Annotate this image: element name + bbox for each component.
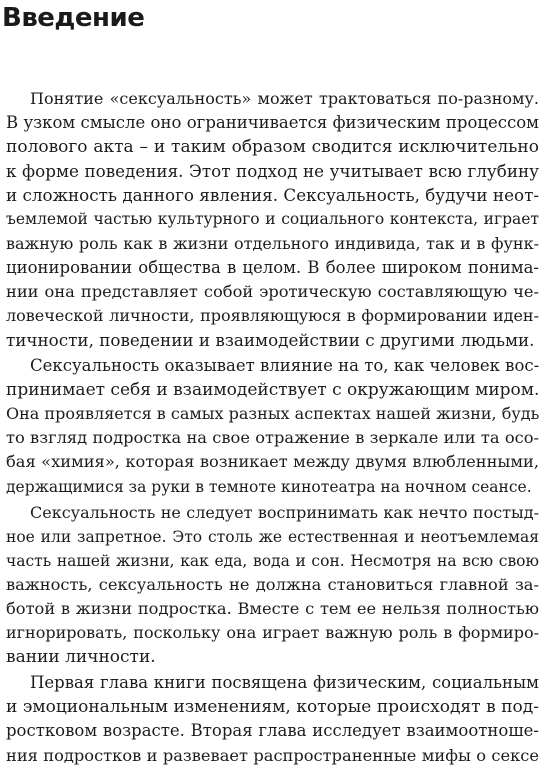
text-line: держащимися за руки в темноте кинотеатра на ночном сеансе. bbox=[6, 477, 532, 496]
text-line: Понятие «сексуальность» может трактоваться по-разному. bbox=[30, 89, 539, 108]
paragraph-2 bbox=[6, 354, 539, 499]
text-line: важность, сексуальность не должна становиться главной за- bbox=[6, 574, 539, 594]
text-line: полового акта – и таким образом сводится исключительно bbox=[6, 137, 539, 158]
chapter-body bbox=[6, 87, 539, 768]
text-line: ное или запретное. Это столь же естественная и неотъемлемая bbox=[6, 527, 539, 546]
text-line: ционировании общества в целом. В более широком понима- bbox=[6, 257, 539, 277]
paragraph-3 bbox=[6, 501, 539, 670]
text-line: бая «химия», которая возникает между двумя влюбленными, bbox=[6, 452, 539, 472]
text-line: Сексуальность не следует воспринимать как нечто постыд- bbox=[30, 502, 539, 522]
text-line: и эмоциональным изменениям, которые происходят в под- bbox=[6, 697, 539, 718]
text-line: важную роль как в жизни отдельного индивида, так и в функ- bbox=[6, 233, 539, 253]
text-line: ловеческой личности, проявляющуюся в формировании иден- bbox=[6, 305, 539, 325]
text-line: то взгляд подростка на свое отражение в зеркале или та осо- bbox=[6, 428, 539, 448]
text-line: нии она представляет собой эротическую составляющую че- bbox=[6, 281, 539, 301]
text-line: тичности, поведении и взаимодействии с другими людьми. bbox=[6, 329, 535, 350]
paragraph-1 bbox=[6, 87, 539, 352]
text-line: игнорировать, поскольку она играет важную роль в формиро- bbox=[6, 623, 539, 643]
text-line: принимает себя и взаимодействует с окружающим миром. bbox=[6, 380, 540, 401]
text-line: вании личности. bbox=[6, 647, 156, 668]
text-line: ботой в жизни подростка. Вместе с тем ее нельзя полностью bbox=[6, 598, 539, 618]
text-line: Она проявляется в самых разных аспектах нашей жизни, будь bbox=[6, 404, 540, 424]
text-line: к форме поведения. Этот подход не учитывает всю глубину bbox=[6, 161, 539, 182]
text-line: часть нашей жизни, как еда, вода и сон. Несмотря на всю свою bbox=[6, 551, 539, 570]
text-line: Первая глава книги посвящена физическим, социальным bbox=[30, 673, 539, 693]
text-line: ъемлемой частью культурного и социального контекста, играет bbox=[6, 210, 539, 229]
chapter-title: Введение bbox=[2, 3, 145, 33]
text-line: В узком смысле оно ограничивается физическим процессом bbox=[6, 113, 539, 133]
text-line: и сложность данного явления. Сексуальность, будучи неот- bbox=[6, 185, 539, 206]
text-line: Сексуальность оказывает влияние на то, как человек вос- bbox=[30, 356, 540, 376]
text-line: ростковом возрасте. Вторая глава исследует взаимоотноше- bbox=[6, 721, 539, 741]
text-line: ния подростков и развевает распространенные мифы о сексе bbox=[6, 745, 539, 765]
paragraph-4 bbox=[6, 671, 539, 767]
